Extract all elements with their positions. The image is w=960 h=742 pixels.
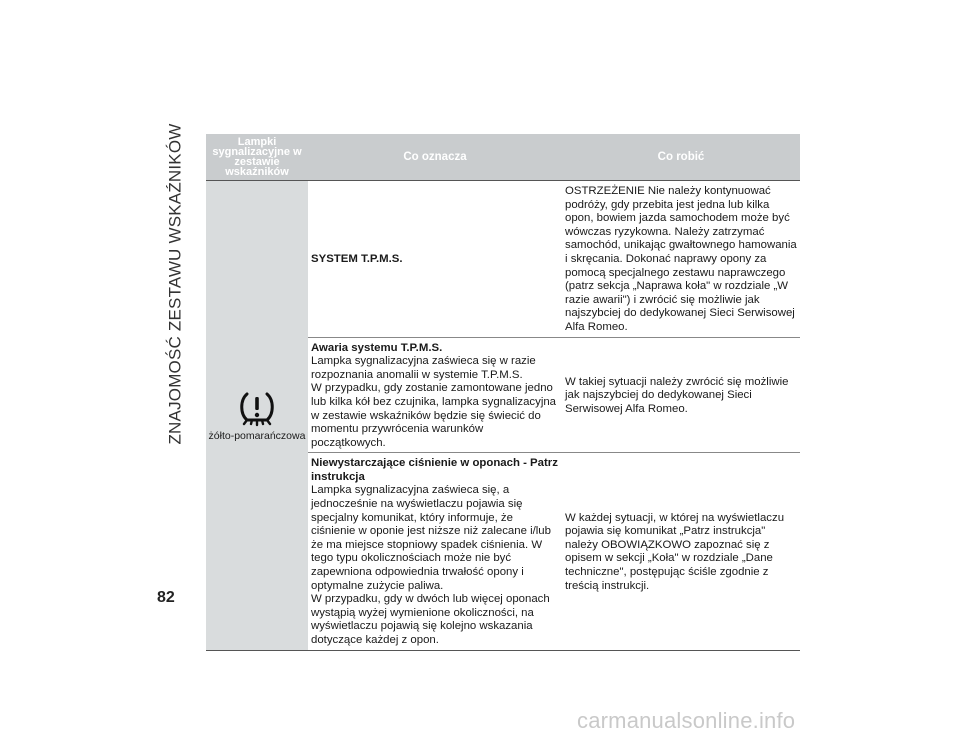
meaning-title: Awaria systemu T.P.M.S. bbox=[311, 341, 443, 354]
meaning-paragraph: W przypadku, gdy zostanie zamontowane jedno lub kilka kół bez czujnika, lampka sygnalizacyjna w zestawie wskaźników będzie się świecić do momentu przywrócenia warunków początkowych. bbox=[311, 382, 557, 449]
watermark: carmanualsonline.info bbox=[577, 708, 796, 733]
action-cell: W takiej sytuacji należy zwrócić się możliwie jak najszybciej do dedykowanej Sieci Serwisowej Alfa Romeo. bbox=[562, 337, 800, 453]
header-meaning: Co oznacza bbox=[308, 134, 562, 181]
lamp-color-label: żółto-pomarańczowa bbox=[208, 429, 306, 442]
action-cell: OSTRZEŻENIE Nie należy kontynuować podróży, gdy przebita jest jedna lub kilka opon, bowiem jazda samochodem może być wówczas ryzykowna. Należy zatrzymać samochód, unikając gwałtownego hamowania i skręcania. Dokonać naprawy opony za pomocą specjalnego zestawu naprawczego (patrz sekcja „Naprawa koła" w rozdziale „W razie awarii") i zwrócić się możliwie jak najszybciej do dedykowanej Sieci Serwisowej Alfa Romeo. bbox=[562, 181, 800, 338]
meaning-paragraph: Lampka sygnalizacyjna zaświeca się, a jednocześnie na wyświetlaczu pojawia się specjalny komunikat, który informuje, że ciśnienie w oponie jest niższe niż zalecane i/lub że ma miejsce stopniowy spadek ciśnienia. W tego typu okolicznościach może nie być zapewniona odpowiednia trwałość opony i optymalne zużycie paliwa. bbox=[311, 484, 551, 592]
meaning-paragraph: W przypadku, gdy w dwóch lub więcej oponach wystąpią wyżej wymienione okoliczności, na wyświetlaczu pojawią się kolejno wskazania dotyczące każdej z opon. bbox=[311, 593, 550, 646]
chapter-side-title bbox=[152, 123, 200, 445]
meaning-cell bbox=[308, 453, 562, 650]
meaning-title: Niewystarczające ciśnienie w oponach - Patrz instrukcja bbox=[311, 457, 558, 483]
meaning-cell bbox=[308, 181, 562, 338]
action-cell: W każdej sytuacji, w której na wyświetlaczu pojawia się komunikat „Patrz instrukcja" należy OBOWIĄZKOWO zapoznać się z opisem w sekcji „Koła" w rozdziale „Dane techniczne", postępując ściśle zgodnie z treścią instrukcji. bbox=[562, 453, 800, 650]
meaning-title: SYSTEM T.P.M.S. bbox=[311, 252, 403, 265]
warning-lights-table bbox=[206, 134, 800, 651]
tpms-warning-icon bbox=[238, 388, 276, 428]
header-lamp: Lampki sygnalizacyjne w zestawie wskaźników bbox=[206, 134, 308, 181]
meaning-paragraph: Lampka sygnalizacyjna zaświeca się w razie rozpoznania anomalii w systemie T.P.M.S. bbox=[311, 355, 536, 381]
header-action: Co robić bbox=[562, 134, 800, 181]
lamp-cell bbox=[206, 181, 308, 651]
page-number: 82 bbox=[157, 589, 175, 606]
table-row bbox=[206, 181, 800, 338]
table-header-row bbox=[206, 134, 800, 181]
meaning-cell bbox=[308, 337, 562, 453]
chapter-title-text: ZNAJOMOŚĆ ZESTAWU WSKAŹNIKÓW bbox=[166, 123, 186, 445]
